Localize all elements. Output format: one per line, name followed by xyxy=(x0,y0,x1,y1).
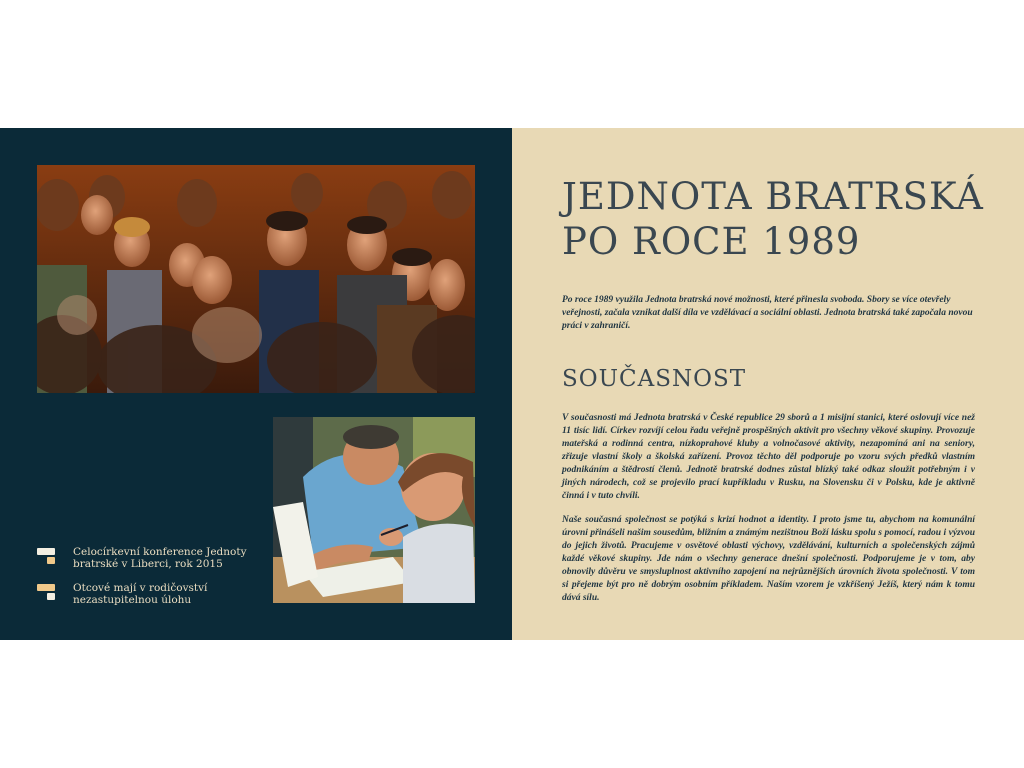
body-paragraph: Naše současná společnost se potýká s krizí hodnot a identity. I proto jsme tu, abychom na komunální úrovni přinášeli našim sousedům, bližním a známým nezištnou Boží lásku spolu s pomocí, radou i výzvou do jejich životů. Pracujeme v osvětové oblasti výchovy, vzdělávání, kulturních a společenských zájmů každé věkové skupiny. Jde nám o všechny generace dnešní společnosti. Podporujeme je v tom, aby obnovily důvěru ve smysluplnost aktivního zapojení na nejrůznějších úrovních života společnosti. V tom si přejeme být pro ně dobrým osobním příkladem. Naším vzorem je vzkříšený Ježíš, který nám k tomu dává sílu. xyxy=(562,515,975,603)
book-spread xyxy=(0,128,1024,640)
caption-conference xyxy=(37,546,257,570)
caption-marker-icon xyxy=(37,546,65,568)
caption-fathers xyxy=(37,582,257,606)
caption-fathers-text: Otcové mají v rodičovství nezastupitelnou úlohu xyxy=(73,582,208,606)
intro-paragraph: Po roce 1989 využila Jednota bratrská nové možnosti, které přinesla svoboda. Sbory se více otevřely veřejnosti, začala vznikat další díla ve vzdělávací a sociální oblasti. Jednota bratrská také započala novou práci v zahraničí. xyxy=(562,295,973,331)
caption-marker-icon xyxy=(37,582,65,604)
section-heading: SOUČASNOST xyxy=(562,366,747,392)
conference-photo xyxy=(37,165,475,393)
page-heading: JEDNOTA BRATRSKÁ PO ROCE 1989 xyxy=(562,175,984,263)
caption-conference-text: Celocírkevní konference Jednoty bratrské v Liberci, rok 2015 xyxy=(73,546,247,570)
left-page xyxy=(0,128,512,640)
body-paragraph: V současnosti má Jednota bratrská v České republice 29 sborů a 1 misijní stanici, které oslovují více než 11 tisíc lidí. Církev rozvíjí celou řadu veřejně prospěšných aktivit pro všechny věkové skupiny. Provozuje mateřská a rodinná centra, nízkoprahové kluby a volnočasové aktivity, nezapomíná ani na seniory, zřizuje vlastní školy a školská zařízení. Provoz těchto děl podporuje po vzoru svých předků vlastním podnikáním a štědrostí členů. Jednotě bratrské dodnes zůstal blízký také odkaz sloužit potřebným i v jiných národech, což se projevilo prací kupříkladu v Rusku, na Slovensku či v Polsku, kde je aktivně činná i v tuto chvíli. xyxy=(562,413,975,501)
right-page xyxy=(512,128,1024,640)
father-daughter-photo xyxy=(273,417,475,603)
